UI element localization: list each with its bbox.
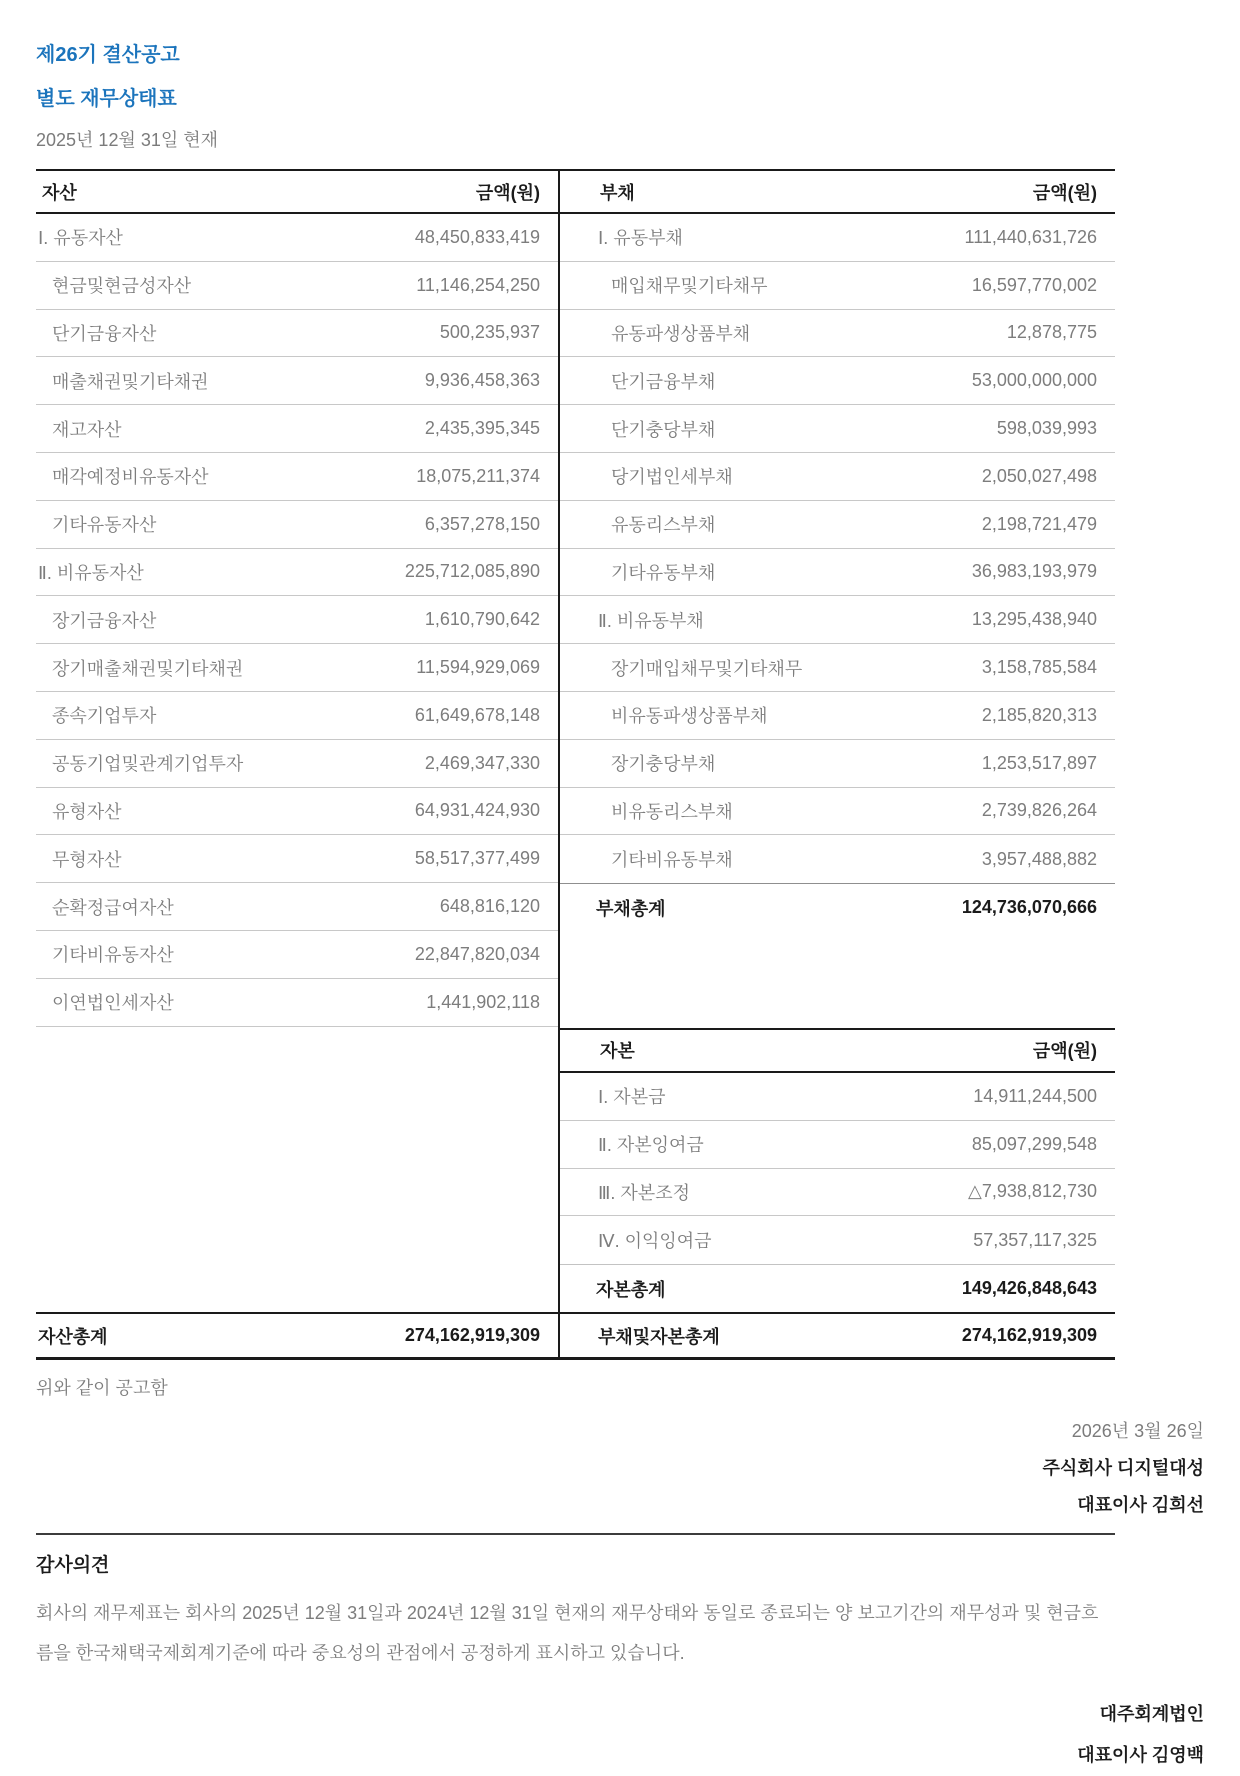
equity-total-value: 149,426,848,643 [961,1278,1097,1299]
row-value: 14,911,244,500 [973,1085,1097,1106]
row-value: 2,435,395,345 [424,418,540,439]
row-label: 단기금융부채 [611,371,716,392]
assets-header-row [36,169,558,214]
column-divider [558,169,560,1360]
liab-equity-grand-total-label: 부채및자본총계 [598,1326,720,1347]
row-label: 기타유동부채 [611,562,716,583]
liabilities-rows [558,214,1115,883]
assets-column [36,169,558,1312]
grand-total-row [36,1312,1115,1360]
row-value: 225,712,085,890 [404,561,540,582]
row-label: 무형자산 [52,849,122,870]
row-value: 6,357,278,150 [424,513,540,534]
table-row [558,740,1115,788]
table-row [36,644,558,692]
table-row [36,453,558,501]
table-row [36,357,558,405]
row-label: Ⅰ. 자본금 [598,1087,666,1108]
table-row [36,835,558,883]
page-title: 제26기 결산공고 [36,44,180,66]
row-label: 종속기업투자 [52,706,157,727]
table-row [558,1169,1115,1217]
row-label: 유형자산 [52,801,122,822]
row-value: 12,878,775 [1006,322,1097,343]
audit-firm-ceo: 대표이사 김영백 [1077,1745,1204,1765]
row-label: 단기충당부채 [611,419,716,440]
table-row [36,214,558,262]
row-label: 순확정급여자산 [52,897,174,918]
equity-total-label: 자본총계 [596,1279,666,1300]
row-value: 1,253,517,897 [981,752,1097,773]
equity-header-amount: 금액(원) [1032,1041,1097,1062]
liab-equity-grand-total-value: 274,162,919,309 [961,1325,1097,1345]
announcement-note: 위와 같이 공고함 [36,1378,168,1398]
table-row [36,596,558,644]
table-row [558,1073,1115,1121]
row-label: 당기법인세부채 [611,467,733,488]
row-value: △7,938,812,730 [968,1181,1097,1202]
table-row [36,262,558,310]
audit-firm-name: 대주회계법인 [1099,1704,1204,1724]
row-label: Ⅰ. 유동부채 [598,228,683,249]
table-columns [36,169,1115,1312]
equity-header-label: 자본 [600,1041,635,1062]
row-value: 598,039,993 [996,418,1097,439]
row-value: 16,597,770,002 [971,274,1097,295]
row-value: 11,594,929,069 [416,657,540,678]
spacer [558,931,1115,1028]
row-label: 장기매출채권및기타채권 [52,658,244,679]
assets-header-amount: 금액(원) [475,182,540,203]
as-of-date: 2025년 12월 31일 현재 [36,130,219,150]
row-value: 64,931,424,930 [414,800,540,821]
audit-section-divider [36,1533,1115,1535]
equity-header-row [558,1028,1115,1073]
equity-rows [558,1073,1115,1264]
table-row [36,501,558,549]
row-label: 기타비유동자산 [52,945,174,966]
audit-opinion-heading: 감사의견 [36,1555,110,1576]
row-value: 36,983,193,979 [971,561,1097,582]
assets-rows [36,214,558,1027]
row-value: 11,146,254,250 [416,274,540,295]
row-value: 2,185,820,313 [981,704,1097,725]
row-label: 재고자산 [52,419,122,440]
ceo-name: 대표이사 김희선 [1077,1495,1204,1515]
row-label: 비유동리스부채 [611,801,733,822]
table-row [36,405,558,453]
liabilities-equity-column [558,169,1115,1312]
row-value: 1,610,790,642 [424,609,540,630]
table-row [558,262,1115,310]
assets-grand-total [36,1314,558,1357]
row-value: 13,295,438,940 [971,609,1097,630]
liabilities-header-label: 부채 [600,182,635,203]
row-label: 매입채무및기타채무 [611,276,768,297]
page-subtitle: 별도 재무상태표 [36,88,177,110]
row-label: 장기금융자산 [52,610,157,631]
table-row [558,835,1115,883]
row-value: 85,097,299,548 [971,1133,1097,1154]
table-row [36,979,558,1027]
liabilities-total-row [558,883,1115,931]
equity-total-row [558,1264,1115,1312]
liabilities-total-label: 부채총계 [596,898,666,919]
row-label: 기타유동자산 [52,515,157,536]
table-row [558,549,1115,597]
row-value: 1,441,902,118 [426,991,540,1012]
row-value: 58,517,377,499 [414,848,540,869]
balance-sheet-table [36,169,1115,1360]
row-label: Ⅱ. 비유동자산 [38,562,144,583]
table-row [558,1216,1115,1264]
row-value: 61,649,678,148 [414,704,540,725]
row-value: 111,440,631,726 [964,226,1097,247]
table-row [36,883,558,931]
row-label: 이연법인세자산 [52,993,174,1014]
assets-header-label: 자산 [42,182,77,203]
row-value: 500,235,937 [439,322,540,343]
row-label: Ⅰ. 유동자산 [38,228,123,249]
table-row [558,214,1115,262]
liabilities-header-amount: 금액(원) [1032,182,1097,203]
row-value: 3,957,488,882 [981,848,1097,869]
table-row [558,1121,1115,1169]
audit-opinion-body: 회사의 재무제표는 회사의 2025년 12월 31일과 2024년 12월 31일 현재의 재무상태와 동일로 종료되는 양 보고기간의 재무성과 및 현금흐름을 한국채택국제회계기준에 따라 중요성의 관점에서 공정하게 표시하고 있습니다. [36,1603,1099,1663]
row-value: 9,936,458,363 [424,370,540,391]
table-row [36,740,558,788]
table-row [558,596,1115,644]
row-value: 48,450,833,419 [414,226,540,247]
row-label: 유동리스부채 [611,515,716,536]
row-label: 매각예정비유동자산 [52,467,209,488]
announcement-date: 2026년 3월 26일 [1071,1421,1204,1441]
row-label: 매출채권및기타채권 [52,371,209,392]
table-row [558,692,1115,740]
row-label: Ⅱ. 비유동부채 [598,610,704,631]
row-label: 장기충당부채 [611,754,716,775]
table-row [36,931,558,979]
row-label: Ⅳ. 이익잉여금 [598,1231,712,1252]
table-row [558,501,1115,549]
row-value: 2,739,826,264 [981,800,1097,821]
liab-equity-grand-total [558,1314,1115,1357]
table-row [558,453,1115,501]
row-label: 기타비유동부채 [611,850,733,871]
row-label: 비유동파생상품부채 [611,706,768,727]
signature-block [36,1413,1204,1524]
table-row [36,692,558,740]
row-value: 2,198,721,479 [981,513,1097,534]
row-label: Ⅲ. 자본조정 [598,1182,690,1203]
row-value: 3,158,785,584 [981,657,1097,678]
liabilities-header-row [558,169,1115,214]
row-value: 2,050,027,498 [981,465,1097,486]
table-row [36,310,558,358]
row-value: 57,357,117,325 [973,1229,1097,1250]
table-row [558,644,1115,692]
auditor-signature-block [36,1694,1204,1776]
company-name: 주식회사 디지털대성 [1042,1458,1204,1478]
assets-grand-total-label: 자산총계 [38,1326,108,1347]
table-row [558,357,1115,405]
row-label: 장기매입채무및기타채무 [611,658,803,679]
table-row [36,788,558,836]
row-value: 2,469,347,330 [424,752,540,773]
row-label: 현금및현금성자산 [52,276,192,297]
row-value: 53,000,000,000 [971,370,1097,391]
row-value: 18,075,211,374 [416,465,540,486]
row-value: 648,816,120 [439,896,540,917]
table-row [558,788,1115,836]
row-label: Ⅱ. 자본잉여금 [598,1135,704,1156]
row-label: 공동기업및관계기업투자 [52,754,244,775]
assets-grand-total-value: 274,162,919,309 [404,1325,540,1345]
table-row [36,549,558,597]
table-row [558,310,1115,358]
liabilities-total-value: 124,736,070,666 [961,897,1097,918]
row-label: 단기금융자산 [52,323,157,344]
table-row [558,405,1115,453]
row-label: 유동파생상품부채 [611,323,751,344]
row-value: 22,847,820,034 [414,943,540,964]
